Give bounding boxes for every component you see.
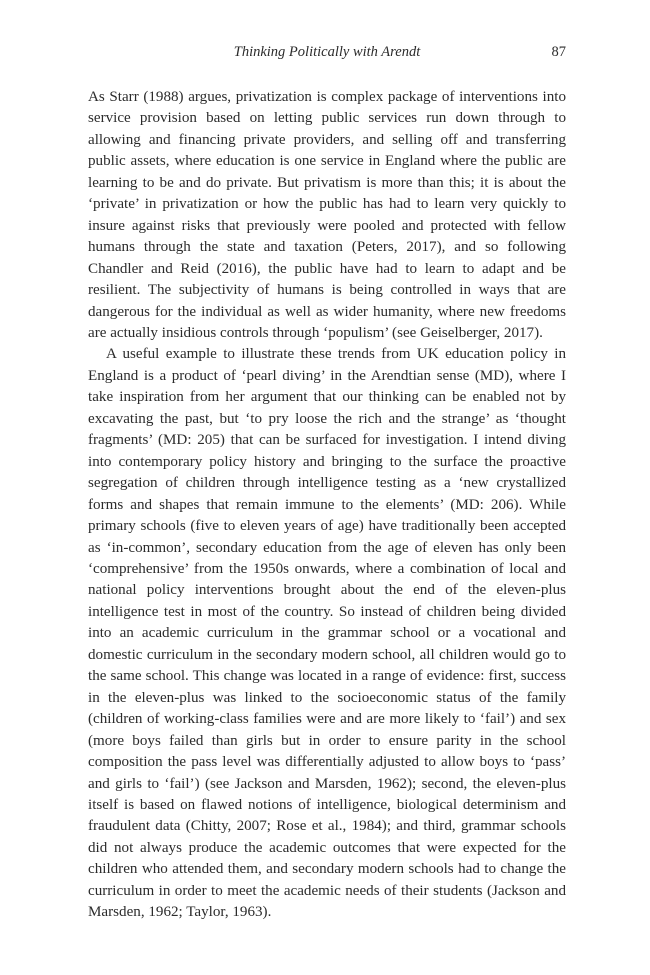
paragraph-pearl-diving: A useful example to illustrate these trends from UK education policy in England is a product of ‘pearl diving’ in the Arendtian sense (MD), where I take inspiration from her argument that our thinking can be enabled not by excavating the past, but ‘to pry loose the rich and the strange’ as ‘thought fragments’ (MD: 205) that can be surfaced for investigation. I intend diving into contemporary policy history and bringing to the surface the proactive segregation of children through intelligence testing as a ‘new crystallized forms and shapes that remain immune to the elements’ (MD: 206). While primary schools (five to eleven years of age) have traditionally been accepted as ‘in-common’, secondary education from the age of eleven has only been ‘comprehensive’ from the 1950s onwards, where a combination of local and national policy interventions brought about the end of the eleven-plus intelligence test in most of the country. So instead of children being divided into an academic curriculum in the grammar school or a vocational and domestic curriculum in the secondary modern school, all children would go to the same school. This change was located in a range of evidence: first, success in the eleven-plus was linked to the socioeconomic status of the family (children of working-class families were and are more likely to ‘fail’) and sex (more boys failed than girls but in order to ensure parity in the school composition the pass level was differentially adjusted to allow boys to ‘pass’ and girls to ‘fail’) (see Jackson and Marsden, 1962); second, the eleven-plus itself is based on flawed notions of intelligence, biological determinism and fraudulent data (Chitty, 2007; Rose et al., 1984); and third, grammar schools did not always produce the academic outcomes that were expected for the children who attended them, and secondary modern schools had to change the curriculum in order to meet the academic needs of their students (Jackson and Marsden, 1962; Taylor, 1963). [88, 346, 566, 921]
page-number: 87 [551, 44, 566, 60]
paragraph-privatization: As Starr (1988) argues, privatization is complex package of interventions into service provision based on letting public services run down through to allowing and financing private providers, and selling off and transferring public assets, where education is one service in England where the public are learning to be and do private. But privatism is more than this; it is about the ‘private’ in privatization or how the public has had to learn very quickly to insure against risks that previously were pooled and protected with fellow humans through the state and taxation (Peters, 2017), and so following Chandler and Reid (2016), the public have had to learn to adapt and be resilient. The subjectivity of humans is being controlled in ways that are dangerous for the individual as well as wider humanity, where new freedoms are actually insidious controls through ‘populism’ (see Geiselberger, 2017). [88, 89, 566, 341]
body-text [88, 87, 566, 924]
running-head [88, 44, 566, 66]
running-title: Thinking Politically with Arendt [233, 44, 421, 60]
